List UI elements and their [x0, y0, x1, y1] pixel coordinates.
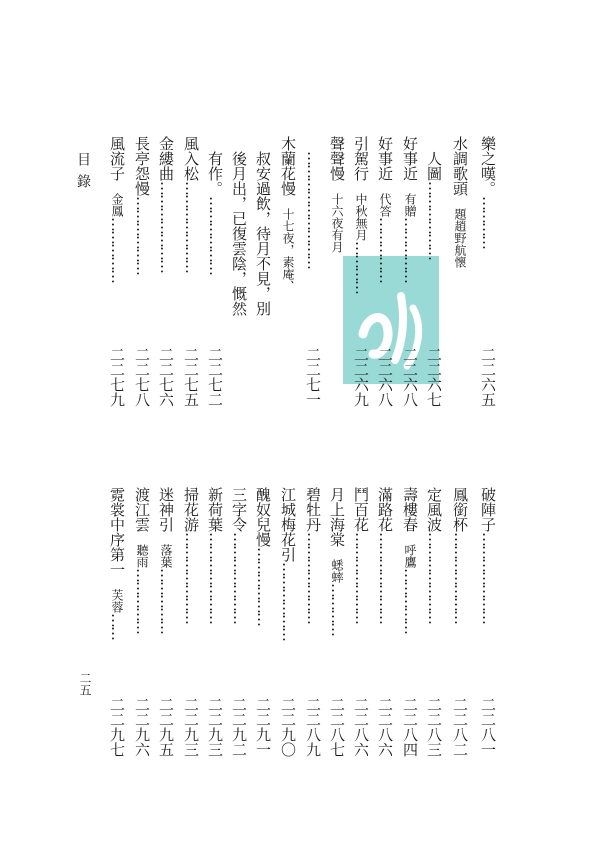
entry-title: 引駕行 [352, 136, 370, 181]
entry-title: 金縷曲 [157, 136, 175, 181]
entry-page-number: 二二九三 [182, 697, 200, 757]
entry-page-number: 二二七九 [108, 347, 126, 407]
entry-title: 掃花游 [182, 487, 200, 532]
toc-entry [104, 487, 128, 639]
entry-page-number: 二二八二 [451, 697, 469, 757]
leader-dots: ……………… [425, 181, 443, 259]
entry-title: 月上海棠 [328, 487, 346, 547]
leader-dots: …………… [401, 217, 419, 282]
entry-note: 中秋無月 [354, 181, 368, 241]
leader-dots: ………… [479, 196, 497, 248]
leader-dots: ………………… [376, 532, 394, 623]
entry-page-number: 二二八三 [425, 697, 443, 757]
leader-dots: ………………… [230, 532, 248, 623]
entry-title: 壽樓春 [401, 487, 419, 532]
page-number: 二五 [78, 672, 92, 696]
entry-page-number: 二二八一 [479, 697, 497, 757]
leader-dots: …… [108, 613, 126, 639]
entry-title: 叔安過飲，待月不見，別 [254, 136, 272, 316]
entry-page-number: 二二九三 [206, 697, 224, 757]
entry-title: 渡江雲 [133, 487, 151, 532]
entry-page-number: 二二六九 [352, 347, 370, 407]
entry-title: 水調歌頭 [451, 136, 469, 196]
entry-page-number: 二二九五 [157, 697, 175, 757]
leader-dots: …………… [376, 217, 394, 282]
toc-entry [324, 487, 348, 635]
entry-note: 蟋蟀 [330, 547, 344, 583]
toc-entry [447, 487, 471, 623]
entry-title: 有作。 [206, 136, 224, 196]
leader-dots: ………… [352, 241, 370, 293]
entry-page-number: 二二六八 [401, 347, 419, 407]
toc-entry [226, 487, 250, 623]
leader-dots: ……………… [133, 196, 151, 274]
toc-entry [275, 487, 299, 640]
toc-entry [348, 487, 372, 623]
leader-dots: ………………… [304, 532, 322, 623]
leader-dots: …………… [108, 217, 126, 282]
toc-entry [397, 487, 421, 633]
entry-page-number: 二二六五 [479, 347, 497, 407]
leader-dots: ………………… [206, 532, 224, 623]
toc-entry [475, 487, 499, 623]
entry-page-number: 二二七二 [206, 347, 224, 407]
entry-page-number: 二二九六 [133, 697, 151, 757]
entry-title: 迷神引 [157, 487, 175, 532]
entry-title: 滿路花 [376, 487, 394, 532]
entry-page-number: 二二八四 [401, 697, 419, 757]
entry-page-number: 二二九二 [230, 697, 248, 757]
entry-note: 十七夜，素庵、 [281, 196, 295, 292]
entry-title: 聲聲慢 [328, 136, 346, 181]
leader-dots: …………… [401, 568, 419, 633]
entry-title: 風流子 [108, 136, 126, 181]
toc-entry [178, 487, 202, 623]
entry-page-number: 二二七五 [182, 347, 200, 407]
section-label: 目錄 [75, 152, 91, 196]
entry-page-number: 二二八七 [328, 697, 346, 757]
toc-entry [372, 487, 396, 623]
entry-page-number: 二二八六 [352, 697, 370, 757]
leader-dots: ………………… [479, 532, 497, 623]
toc-entry [300, 487, 324, 623]
entry-note: 落葉 [159, 532, 173, 568]
entry-title: 木蘭花慢 [279, 136, 297, 196]
entry-page-number: 二二九一 [254, 697, 272, 757]
entry-title: 好事近 [376, 136, 394, 181]
entry-title: 破陣子 [479, 487, 497, 532]
entry-title: 江城梅花引 [279, 487, 297, 562]
entry-note: 十六夜有月 [330, 181, 344, 253]
leader-dots: ………………… [157, 181, 175, 272]
entry-note: 代答 [378, 181, 392, 217]
leader-dots: ………………… [182, 181, 200, 272]
entry-title: 人圖 [425, 136, 443, 181]
leader-dots: …………… [133, 568, 151, 633]
leader-dots: ………………… [352, 532, 370, 623]
entry-page-number: 二二七八 [133, 347, 151, 407]
entry-title: 醜奴兒慢 [254, 487, 272, 547]
entry-title: 長亭怨慢 [133, 136, 151, 196]
leader-dots: ……………… [254, 547, 272, 625]
entry-title: 風入松 [182, 136, 200, 181]
leader-dots: ……………… [279, 562, 297, 640]
toc-entry [202, 487, 226, 623]
entry-title: 霓裳中序第一 [108, 487, 126, 577]
leader-dots: ………………… [425, 532, 443, 623]
entry-page-number: 二二九〇 [279, 697, 297, 757]
entry-note: 呼鷹 [403, 532, 417, 568]
toc-entry [129, 487, 153, 633]
toc-entry [421, 487, 445, 623]
entry-title: 三字令 [230, 487, 248, 532]
entry-title: 後月出，已復雲陰，慨然 [230, 136, 248, 316]
entry-title: 鬥百花 [352, 487, 370, 532]
entry-note: 聽雨 [135, 532, 149, 568]
entry-title: 新荷葉 [206, 487, 224, 532]
entry-title: 好事近 [401, 136, 419, 181]
entry-page-number: 二二六八 [376, 347, 394, 407]
entry-page-number: 二二七六 [157, 347, 175, 407]
entry-title: 樂之嘆。 [479, 136, 497, 196]
entry-title: 定風波 [425, 487, 443, 532]
entry-page-number: 二二六七 [425, 347, 443, 407]
entry-note: 金鳳 [110, 181, 124, 217]
leader-dots: ………… [328, 583, 346, 635]
entry-page-number: 二二八六 [376, 697, 394, 757]
entry-note: 芙蓉 [110, 577, 124, 613]
entry-page-number: 二二九七 [108, 697, 126, 757]
toc-entry [250, 487, 274, 625]
leader-dots: ……………… [206, 196, 224, 274]
leader-dots: …………… [157, 568, 175, 633]
leader-dots: ……………………… [304, 151, 322, 268]
leader-dots: ………………… [451, 532, 469, 623]
entry-note: 有贈 [403, 181, 417, 217]
entry-title: 鳳銜杯 [451, 487, 469, 532]
entry-page-number: 二二八九 [304, 697, 322, 757]
leader-dots: ………………… [182, 532, 200, 623]
entry-page-number: 二二七一 [304, 347, 322, 407]
toc-entry [153, 487, 177, 633]
entry-note: 題趙野航懷 [453, 196, 467, 268]
entry-title: 碧牡丹 [304, 487, 322, 532]
